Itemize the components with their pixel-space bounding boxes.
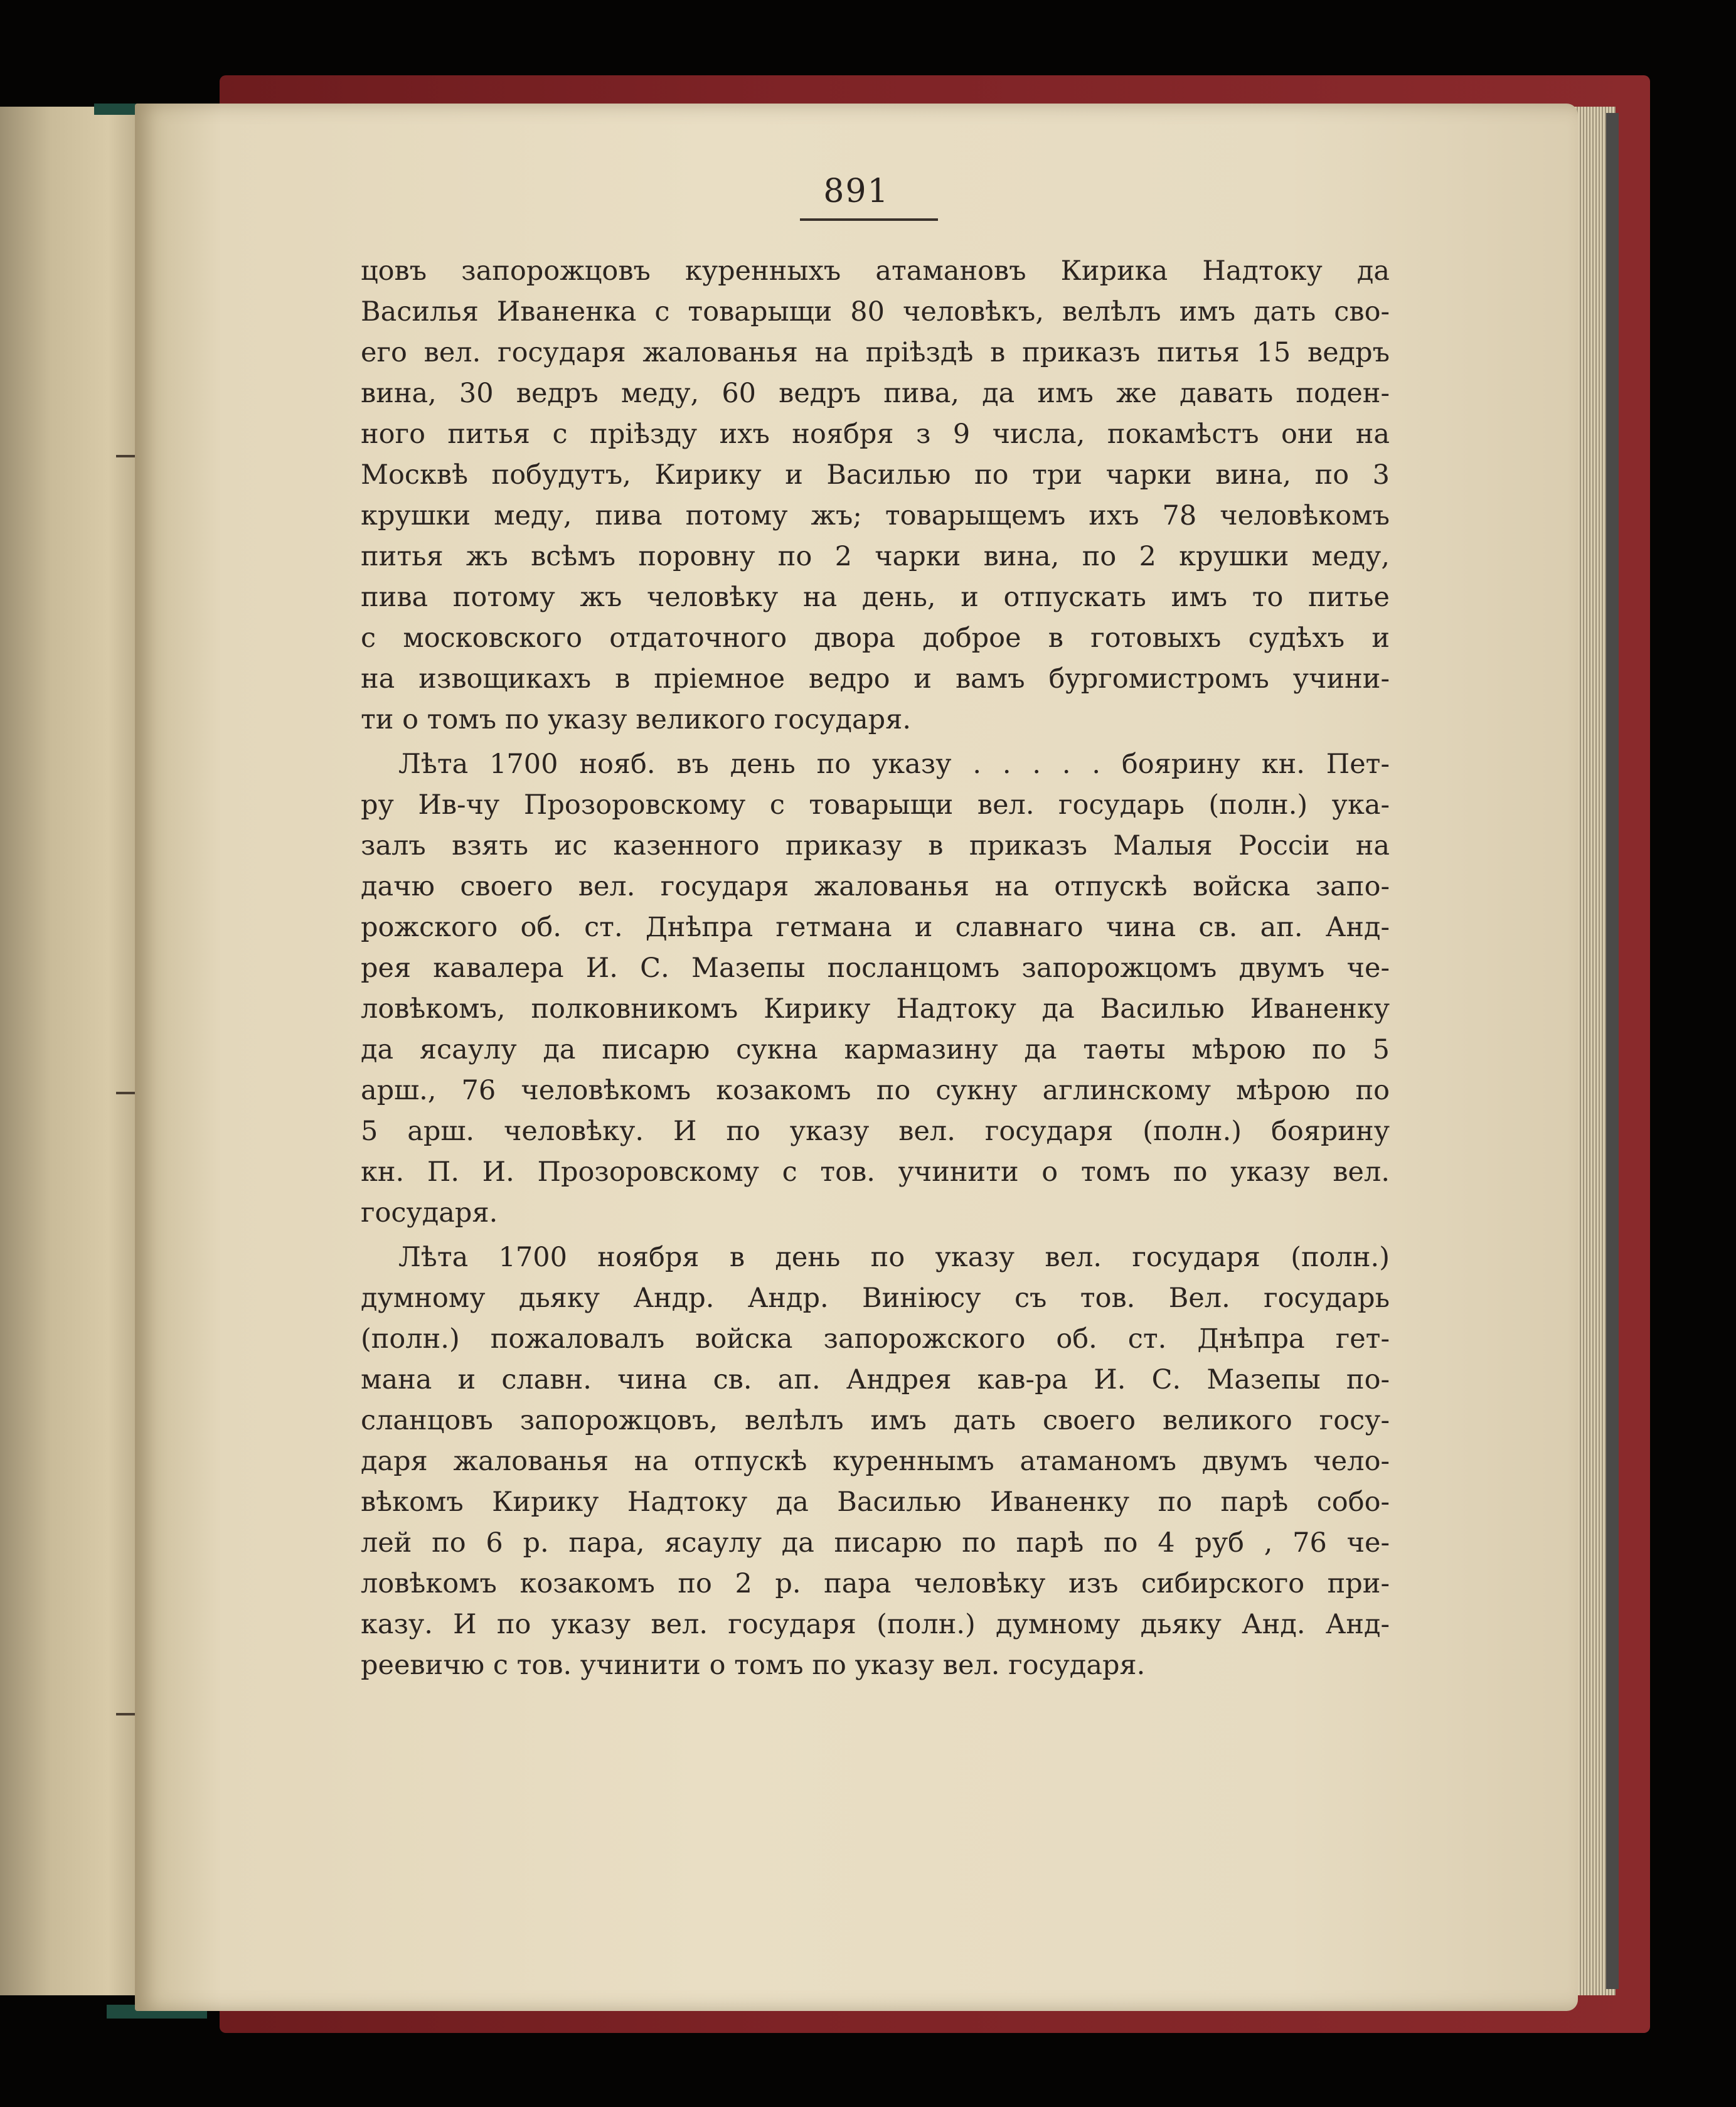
- text-line: рея кавалера И. С. Мазепы посланцомъ запорожцомъ двумъ че-: [361, 952, 1390, 984]
- text-line: его вел. государя жалованья на прiѣздѣ в приказъ питья 15 ведръ: [361, 337, 1390, 368]
- text-line: Лѣта 1700 нояб. въ день по указу . . . . . боярину кн. Пет-: [398, 749, 1390, 780]
- text-line: на извощикахъ в прiемное ведро и вамъ бургомистромъ учини-: [361, 663, 1390, 695]
- text-line: Василья Иваненка с товарыщи 80 человѣкъ, велѣлъ имъ дать сво-: [361, 296, 1390, 328]
- text-line: ти о томъ по указу великого государя.: [361, 704, 911, 735]
- text-line: ного питья с прiѣзду ихъ ноября з 9 числа, покамѣстъ они на: [361, 419, 1390, 450]
- margin-mark: [116, 455, 135, 457]
- text-line: рожского об. ст. Днѣпра гетмана и славнаго чина св. ап. Анд-: [361, 912, 1390, 943]
- page-text: [361, 251, 1390, 1690]
- text-line: дачю своего вел. государя жалованья на отпускѣ войска запо-: [361, 871, 1390, 902]
- spine-strip: [1606, 113, 1619, 1989]
- text-line: ловѣкомъ козакомъ по 2 р. пара человѣку изъ сибирского при-: [361, 1568, 1390, 1599]
- left-facing-page: [0, 107, 144, 1995]
- text-line: сланцовъ запорожцовъ, велѣлъ имъ дать своего великого госу-: [361, 1405, 1390, 1436]
- text-line: мана и славн. чина св. ап. Андрея кав-ра И. С. Мазепы по-: [361, 1364, 1390, 1395]
- text-line: крушки меду, пива потому жъ; товарыщемъ ихъ 78 человѣкомъ: [361, 500, 1390, 531]
- paragraph-3: [361, 1237, 1390, 1686]
- paragraph-2: [361, 744, 1390, 1234]
- text-line: вѣкомъ Кирику Надтоку да Василью Иваненку по парѣ собо-: [361, 1486, 1390, 1518]
- page-number-rule: [800, 218, 938, 221]
- margin-mark: [116, 1092, 135, 1094]
- text-line: арш., 76 человѣкомъ козакомъ по сукну аглинскому мѣрою по: [361, 1075, 1390, 1106]
- text-line: (полн.) пожаловалъ войска запорожского об. ст. Днѣпра гет-: [361, 1323, 1390, 1355]
- text-line: казу. И по указу вел. государя (полн.) думному дьяку Анд. Анд-: [361, 1609, 1390, 1640]
- text-line: думному дьяку Андр. Андр. Винiюсу съ тов. Вел. государь: [361, 1283, 1390, 1314]
- page-number: 891: [823, 173, 890, 210]
- text-line: ловѣкомъ, полковникомъ Кирику Надтоку да Василью Иваненку: [361, 993, 1390, 1025]
- text-line: вина, 30 ведръ меду, 60 ведръ пива, да имъ же давать поден-: [361, 378, 1390, 409]
- text-line: государя.: [361, 1197, 498, 1229]
- paragraph-1: [361, 251, 1390, 740]
- text-line: пива потому жъ человѣку на день, и отпускать имъ то питье: [361, 582, 1390, 613]
- text-line: да ясаулу да писарю сукна кармазину да таѳты мѣрою по 5: [361, 1034, 1390, 1065]
- text-line: Лѣта 1700 ноября в день по указу вел. государя (полн.): [398, 1242, 1390, 1273]
- text-line: с московского отдаточного двора доброе в готовыхъ судѣхъ и: [361, 622, 1390, 654]
- text-line: цовъ запорожцовъ куренныхъ атамановъ Кирика Надтоку да: [361, 255, 1390, 287]
- text-line: лей по 6 р. пара, ясаулу да писарю по парѣ по 4 руб , 76 че-: [361, 1527, 1390, 1559]
- text-line: ру Ив-чу Прозоровскому с товарыщи вел. государь (полн.) ука-: [361, 789, 1390, 821]
- text-line: кн. П. И. Прозоровскому с тов. учинити о томъ по указу вел.: [361, 1156, 1390, 1188]
- text-line: Москвѣ побудутъ, Кирику и Василью по три чарки вина, по 3: [361, 459, 1390, 491]
- margin-mark: [116, 1713, 135, 1715]
- text-line: реевичю с тов. учинити о томъ по указу вел. государя.: [361, 1650, 1146, 1681]
- text-line: 5 арш. человѣку. И по указу вел. государя (полн.) боярину: [361, 1116, 1390, 1147]
- text-line: залъ взять ис казенного приказу в приказъ Малыя Россiи на: [361, 830, 1390, 861]
- text-line: даря жалованья на отпускѣ куреннымъ атаманомъ двумъ чело-: [361, 1446, 1390, 1477]
- text-line: питья жъ всѣмъ поровну по 2 чарки вина, по 2 крушки меду,: [361, 541, 1390, 572]
